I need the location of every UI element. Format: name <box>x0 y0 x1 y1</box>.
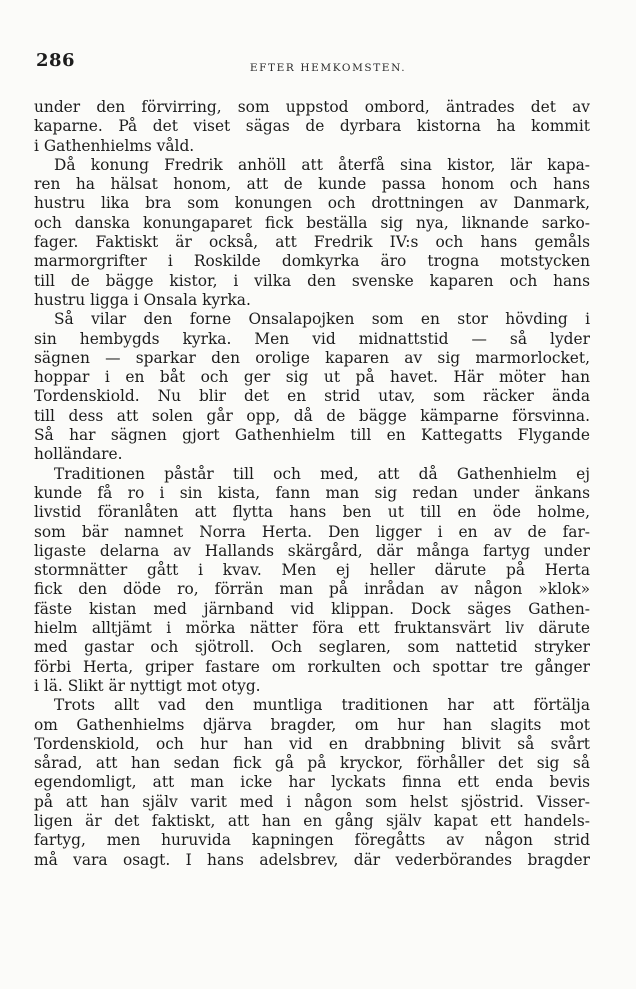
text-line: ligen är det faktiskt, att han en gång själv kapat ett handels- <box>34 811 590 830</box>
text-line: och danska konungaparet fick beställa sig nya, liknande sarko- <box>34 213 590 232</box>
text-line: i Gathenhielms våld. <box>34 136 195 155</box>
text-line: sin hembygds kyrka. Men vid midnattstid — så lyder <box>34 329 590 348</box>
text-line: Så vilar den forne Onsalapojken som en stor hövding i <box>54 310 590 329</box>
text-line: Tordenskiold, och hur han vid en drabbning blivit så svårt <box>34 734 590 753</box>
text-line: kaparne. På det viset sägas de dyrbara kistorna ha kommit <box>34 117 590 136</box>
text-line: hoppar i en båt och ger sig ut på havet. Här möter han <box>34 368 590 387</box>
text-line: om Gathenhielms djärva bragder, om hur han slagits mot <box>34 715 590 734</box>
text-line: Då konung Fredrik anhöll att återfå sina kistor, lär kapa- <box>54 155 590 174</box>
text-line: marmorgrifter i Roskilde domkyrka äro trogna motstycken <box>34 252 590 271</box>
text-line: på att han själv varit med i någon som helst sjöstrid. Visser- <box>34 792 590 811</box>
page-number: 286 <box>36 50 76 71</box>
text-line: till dess att solen går opp, då de bägge kämparne försvinna. <box>34 406 590 425</box>
text-line: fäste kistan med järnband vid klippan. Dock säges Gathen- <box>34 599 590 618</box>
text-line: som bär namnet Norra Herta. Den ligger i en av de far- <box>34 522 590 541</box>
text-line: hielm alltjämt i mörka nätter föra ett fruktansvärt liv därute <box>34 619 590 638</box>
body-text <box>34 98 590 870</box>
text-line: livstid föranlåten att flytta hans ben ut till en öde holme, <box>34 503 590 522</box>
text-line: fartyg, men huruvida kapningen föregåtts av någon strid <box>34 831 590 850</box>
text-line: egendomligt, att man icke har lyckats finna ett enda bevis <box>34 773 590 792</box>
text-line: hustru lika bra som konungen och drottningen av Danmark, <box>34 194 590 213</box>
text-line: ren ha hälsat honom, att de kunde passa honom och hans <box>34 175 590 194</box>
text-line: holländare. <box>34 445 123 464</box>
text-line: i lä. Slikt är nyttigt mot otyg. <box>34 676 261 695</box>
text-line: under den förvirring, som uppstod ombord, äntrades det av <box>34 98 590 116</box>
text-line: med gastar och sjötroll. Och seglaren, som nattetid stryker <box>34 638 590 657</box>
text-line: sägnen — sparkar den orolige kaparen av sig marmorlocket, <box>34 348 590 367</box>
text-line: må vara osagt. I hans adelsbrev, där vederbörandes bragder <box>34 850 590 869</box>
text-line: ligaste delarna av Hallands skärgård, där många fartyg under <box>34 541 590 560</box>
text-line: till de bägge kistor, i vilka den svenske kaparen och hans <box>34 271 590 290</box>
text-line: förbi Herta, griper fastare om rorkulten och spottar tre gånger <box>34 657 590 676</box>
text-line: Traditionen påstår till och med, att då Gathenhielm ej <box>54 464 590 483</box>
running-head: EFTER HEMKOMSTEN. <box>249 62 407 74</box>
text-line: hustru ligga i Onsala kyrka. <box>34 290 251 309</box>
text-line: fick den döde ro, förrän man på inrådan av någon »klok» <box>34 580 590 599</box>
text-line: kunde få ro i sin kista, fann man sig redan under änkans <box>34 483 590 502</box>
text-line: fager. Faktiskt är också, att Fredrik IV:s och hans gemåls <box>34 233 590 252</box>
text-line: Tordenskiold. Nu blir det en strid utav, som räcker ända <box>34 387 590 406</box>
text-line: stormnätter gått i kvav. Men ej heller därute på Herta <box>34 561 590 580</box>
text-line: sårad, att han sedan fick gå på kryckor, förhåller det sig så <box>34 754 590 773</box>
text-line: Trots allt vad den muntliga traditionen har att förtälja <box>54 696 590 715</box>
text-line: Så har sägnen gjort Gathenhielm till en Kattegatts Flygande <box>34 426 590 445</box>
